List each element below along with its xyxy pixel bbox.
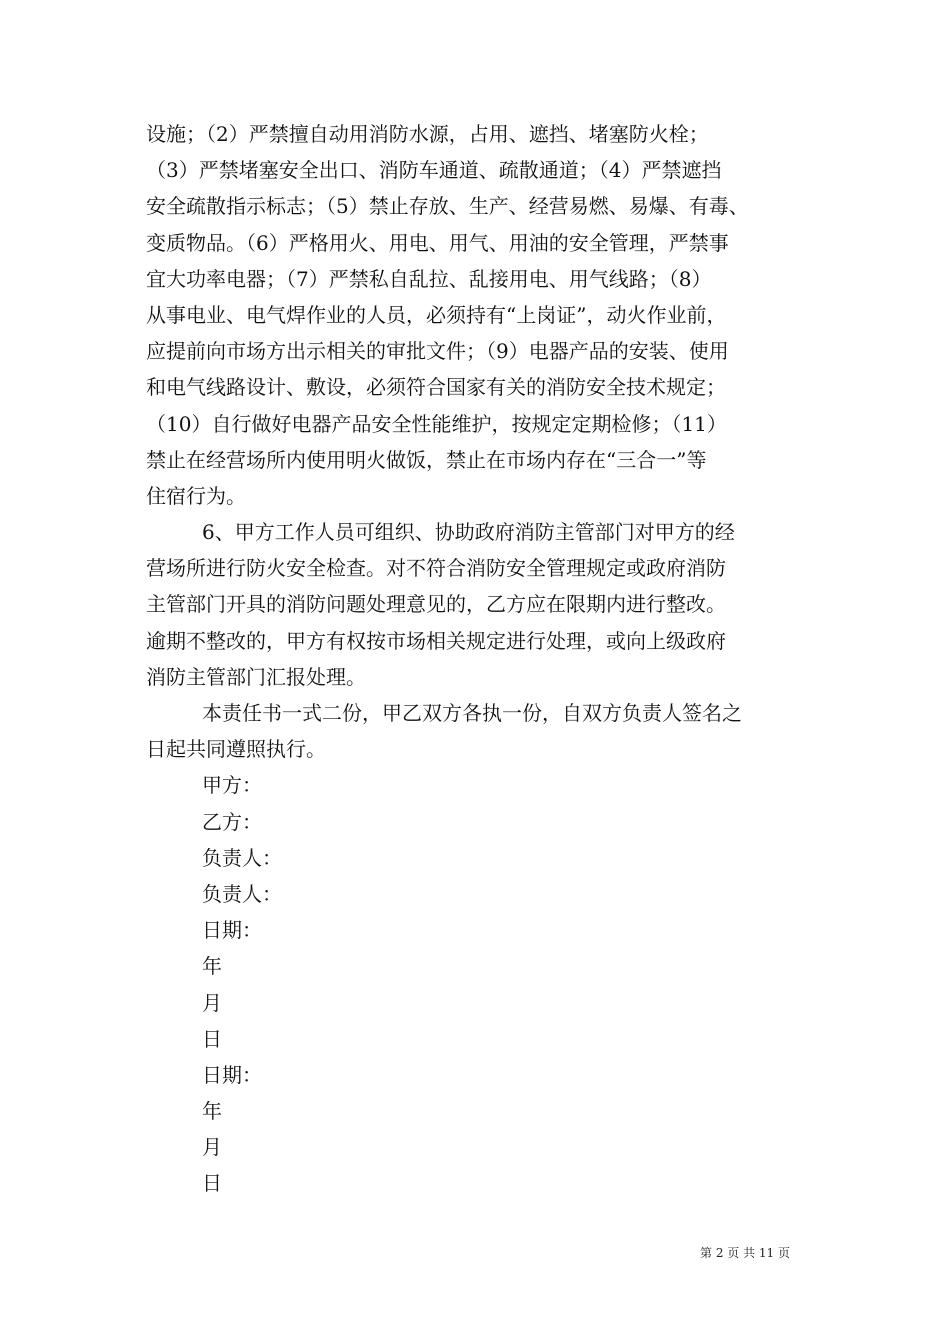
text-line: 宜大功率电器；（7）严禁私自乱拉、乱接用电、用气线路；（8）	[146, 266, 712, 291]
text-line: 禁止在经营场所内使用明火做饭，禁止在市场内存在“三合一”等	[146, 447, 707, 472]
date-label: 日期：	[202, 1062, 262, 1087]
day-label: 日	[202, 1171, 222, 1196]
text-line: 逾期不整改的，甲方有权按市场相关规定进行处理，或向上级政府	[146, 628, 726, 653]
paragraph-start-line: 本责任书一式二份，甲乙双方各执一份，自双方负责人签名之	[202, 701, 742, 725]
document-body	[146, 116, 806, 1202]
month-label: 月	[202, 1135, 222, 1160]
text-line: 日起共同遵照执行。	[146, 737, 326, 762]
day-label: 日	[202, 1026, 222, 1051]
text-line: （10）自行做好电器产品安全性能维护，按规定定期检修；（11）	[146, 411, 727, 436]
text-line: 住宿行为。	[146, 483, 246, 508]
month-label: 月	[202, 990, 222, 1015]
text-line: 从事电业、电气焊作业的人员，必须持有“上岗证”，动火作业前，	[146, 302, 727, 327]
responsible-person-label: 负责人：	[202, 881, 282, 906]
paragraph-start-line: 6、甲方工作人员可组织、协助政府消防主管部门对甲方的经	[202, 520, 735, 545]
responsible-person-label: 负责人：	[202, 845, 282, 870]
text-line: 变质物品。（6）严格用火、用电、用气、用油的安全管理，严禁事	[146, 230, 729, 255]
text-line: 消防主管部门汇报处理。	[146, 664, 366, 689]
text-line: 主管部门开具的消防问题处理意见的，乙方应在限期内进行整改。	[146, 592, 726, 617]
text-line: （3）严禁堵塞安全出口、消防车通道、疏散通道；（4）严禁遮挡	[146, 158, 722, 183]
party-b-label: 乙方：	[202, 809, 262, 834]
date-label: 日期：	[202, 918, 262, 943]
text-line: 应提前向市场方出示相关的审批文件；（9）电器产品的安装、使用	[146, 339, 729, 364]
page-number-footer: 第 2 页 共 11 页	[700, 1246, 790, 1260]
party-a-label: 甲方：	[202, 773, 262, 798]
text-line: 设施；（2）严禁擅自动用消防水源，占用、遮挡、堵塞防火栓；	[146, 122, 709, 146]
text-line: 营场所进行防火安全检查。对不符合消防安全管理规定或政府消防	[146, 556, 726, 581]
year-label: 年	[202, 1099, 222, 1124]
text-line: 安全疏散指示标志；（5）禁止存放、生产、经营易燃、易爆、有毒、	[146, 194, 749, 219]
year-label: 年	[202, 954, 222, 979]
text-line: 和电气线路设计、敷设，必须符合国家有关的消防安全技术规定；	[146, 375, 726, 400]
